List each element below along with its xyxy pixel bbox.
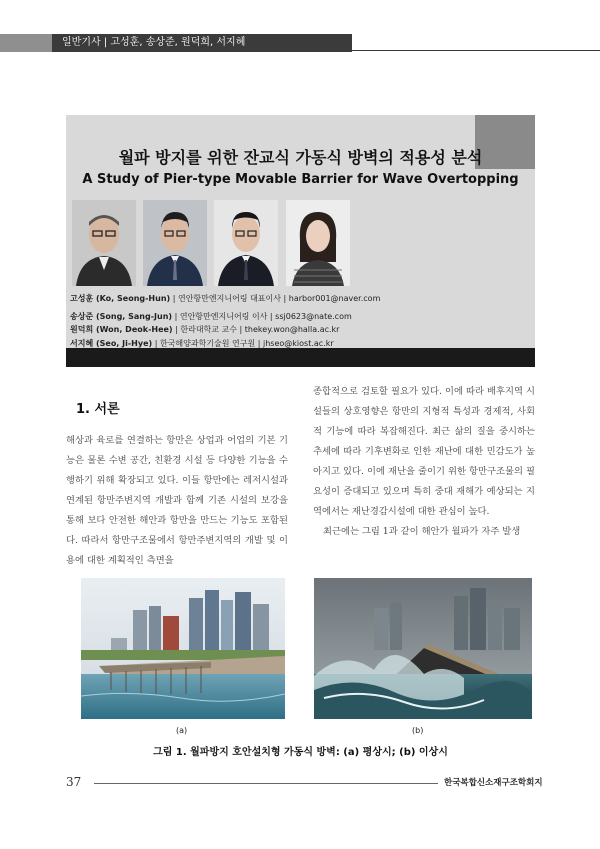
paragraph-right	[313, 382, 535, 542]
paragraph-right-2: 최근에는 그림 1과 같이 해안가 월파가 자주 발생	[323, 526, 521, 537]
paragraph-left: 해상과 육로를 연결하는 항만은 상업과 어업의 기본 기능은 물론 수변 공간, 친환경 시설 등 다양한 기능을 수행하기 위해 확장되고 있다. 이들 항만에는 레저시설과 연계된 항만주변지역 개발과 함께 기존 시설의 보강을 통해 보다 안전한 해안과 항만을 만드는 기능도 포함된다. 따라서 항만구조물에서 항만주변지역의 개발 및 이용에 대한 계획적인 측면을	[66, 435, 288, 566]
author-photo-4	[286, 200, 350, 286]
figure-caption: 그림 1. 월파방지 호안설치형 가동식 방벽: (a) 평상시; (b) 이상시	[153, 747, 448, 758]
author-name: 송상준 (Song, Sang-Jun)	[70, 312, 173, 321]
journal-name: 한국복합신소재구조학회지	[444, 778, 543, 788]
author-photo-3	[214, 200, 278, 286]
figure-a-label: (a)	[176, 726, 188, 735]
header-tag-accent	[0, 34, 52, 52]
footer-rule	[94, 783, 438, 784]
author-line-4	[70, 338, 334, 349]
paragraph-right-1: 종합적으로 검토할 필요가 있다. 이에 따라 배후지역 시설들의 상호영향은 항만의 지형적 특성과 경제적, 사회적 기능에 따라 복잡해진다. 최근 삶의 질을 중시하는 추세에 따라 기후변화로 인한 재난에 대한 민감도가 높아지고 있다. 이에 재난을 줄이기 위한 항만구조물의 필요성이 증대되고 있으며 특히 중대 재해가 예상되는 지역에서는 재난경감시설에 대한 관심이 높다.	[313, 386, 535, 517]
figure-a-image	[81, 578, 285, 719]
author-affiliation: | 연안항만엔지니어링 이사 | ssj0623@nate.com	[172, 312, 352, 321]
section-title: 1. 서론	[76, 402, 120, 417]
author-affiliation: | 한라대학교 교수 | thekey.won@halla.ac.kr	[172, 325, 340, 334]
author-line-1	[70, 293, 380, 304]
author-name: 고성훈 (Ko, Seong-Hun)	[70, 294, 171, 303]
title-english: A Study of Pier-type Movable Barrier for Wave Overtopping	[82, 172, 519, 187]
header-tag: 일반기사 | 고성훈, 송상준, 원덕희, 서지혜	[52, 34, 352, 52]
author-photo-2	[143, 200, 207, 286]
figure-b-image	[314, 578, 532, 719]
title-panel-footer-bar	[66, 348, 535, 367]
title-korean: 월파 방지를 위한 잔교식 가동식 방벽의 적용성 분석	[118, 148, 483, 167]
figure-b-label: (b)	[412, 726, 424, 735]
author-line-2	[70, 311, 352, 322]
author-name: 서지혜 (Seo, Ji-Hye)	[70, 339, 153, 348]
author-line-3	[70, 324, 339, 335]
author-affiliation: | 연안항만엔지니어링 대표이사 | harbor001@naver.com	[170, 294, 381, 303]
header-rule	[352, 50, 600, 51]
page-number: 37	[66, 775, 82, 789]
author-affiliation: | 한국해양과학기술원 연구원 | jhseo@kiost.ac.kr	[152, 339, 334, 348]
author-name: 원덕희 (Won, Deok-Hee)	[70, 325, 173, 334]
author-photo-1	[72, 200, 136, 286]
